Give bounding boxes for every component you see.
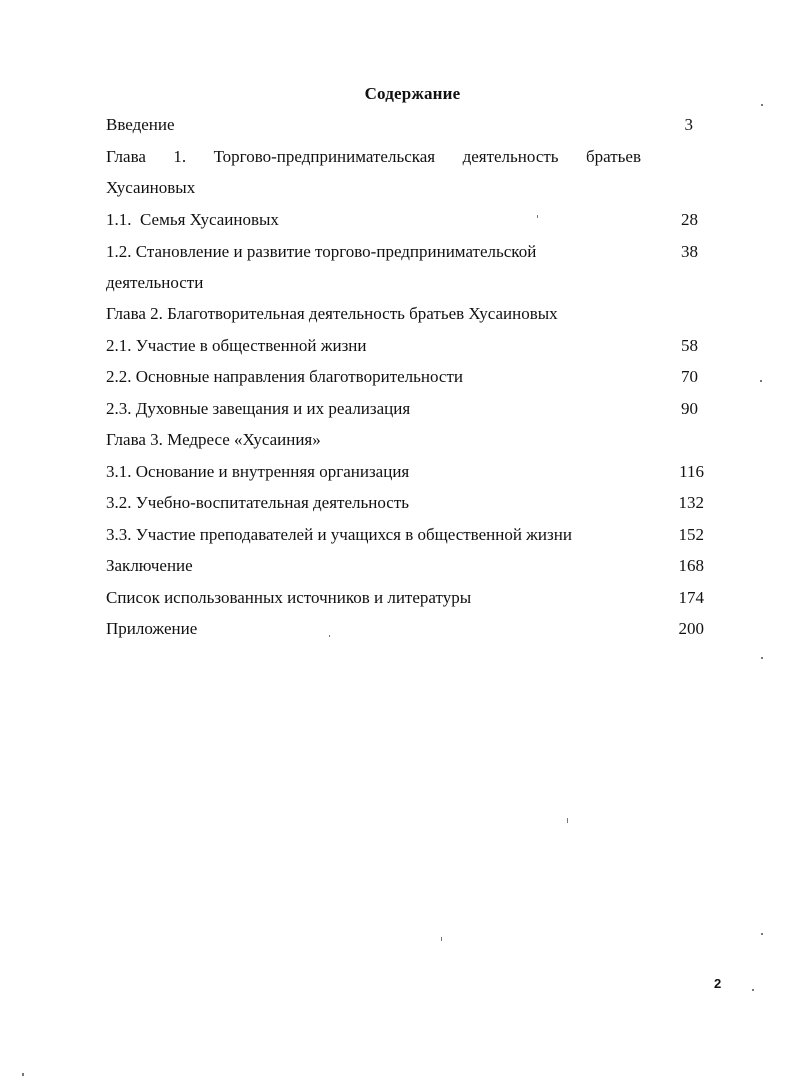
toc-entry-label: 3.1. Основание и внутренняя организация <box>106 462 410 481</box>
toc-entry-label-line2: деятельности <box>106 273 204 292</box>
toc-entry-page: 38 <box>681 242 698 261</box>
toc-entry-page: 28 <box>681 210 698 229</box>
toc-entry-appendix <box>106 613 704 644</box>
toc-entry-page: 90 <box>681 399 698 418</box>
toc-entry-chapter-2 <box>106 298 704 329</box>
toc-entry-label: Глава 3. Медресе «Хусаиния» <box>106 430 321 449</box>
toc-entry-page: 168 <box>678 556 704 575</box>
scan-speck <box>329 635 330 637</box>
toc-entry-2-2 <box>106 361 704 392</box>
toc-entry-label-line1: 1.2. Становление и развитие торгово-предпринимательской <box>106 242 537 261</box>
scan-speck <box>761 657 763 659</box>
scan-speck <box>537 215 538 218</box>
toc-entry-label-line1: Глава 1. Торгово-предпринимательская деятельность братьев <box>106 147 641 166</box>
toc-entry-page: 3 <box>684 115 693 134</box>
toc-entry-2-1 <box>106 330 704 361</box>
toc-entry-label: 2.3. Духовные завещания и их реализация <box>106 399 411 418</box>
toc-entry-introduction <box>106 109 704 140</box>
toc-entry-label: Введение <box>106 115 175 134</box>
toc-entry-bibliography <box>106 582 704 613</box>
scan-speck <box>761 104 763 106</box>
toc-entry-page: 152 <box>678 525 704 544</box>
toc-entry-page: 116 <box>679 462 704 481</box>
toc-title: Содержание <box>364 84 461 103</box>
toc-entry-2-3 <box>106 393 704 424</box>
toc-entry-page: 58 <box>681 336 698 355</box>
toc-entry-label: Глава 2. Благотворительная деятельность братьев Хусаиновых <box>106 304 558 323</box>
toc-entry-3-1 <box>106 456 704 487</box>
scan-speck <box>752 989 754 991</box>
toc-entry-conclusion <box>106 550 704 581</box>
toc-entry-page: 200 <box>678 619 704 638</box>
scan-speck <box>567 818 568 823</box>
toc-entry-3-2 <box>106 487 704 518</box>
scan-speck <box>22 1073 24 1076</box>
toc-entry-label: 3.2. Учебно-воспитательная деятельность <box>106 493 410 512</box>
toc-entry-1-2 <box>106 236 704 298</box>
toc-entry-page: 174 <box>678 588 704 607</box>
toc-entry-chapter-1 <box>106 141 704 203</box>
toc-entry-label-line2: Хусаиновых <box>106 178 196 197</box>
toc-entry-label: Приложение <box>106 619 198 638</box>
toc-entry-label: 2.1. Участие в общественной жизни <box>106 336 367 355</box>
toc-entry-page: 132 <box>678 493 704 512</box>
page-number: 2 <box>714 976 722 991</box>
scan-speck <box>761 933 763 935</box>
toc-entry-page: 70 <box>681 367 698 386</box>
toc-entry-label: Заключение <box>106 556 193 575</box>
toc-entry-3-3 <box>106 519 704 550</box>
toc-entry-label: 3.3. Участие преподавателей и учащихся в общественной жизни <box>106 525 572 544</box>
toc-entry-label: Список использованных источников и литературы <box>106 588 472 607</box>
toc-entry-chapter-3 <box>106 424 704 455</box>
toc-entry-label: 1.1. Семья Хусаиновых <box>106 210 279 229</box>
scan-speck <box>760 380 762 382</box>
toc-entry-label: 2.2. Основные направления благотворительности <box>106 367 463 386</box>
scan-speck <box>441 937 442 941</box>
toc-entry-1-1 <box>106 204 704 235</box>
